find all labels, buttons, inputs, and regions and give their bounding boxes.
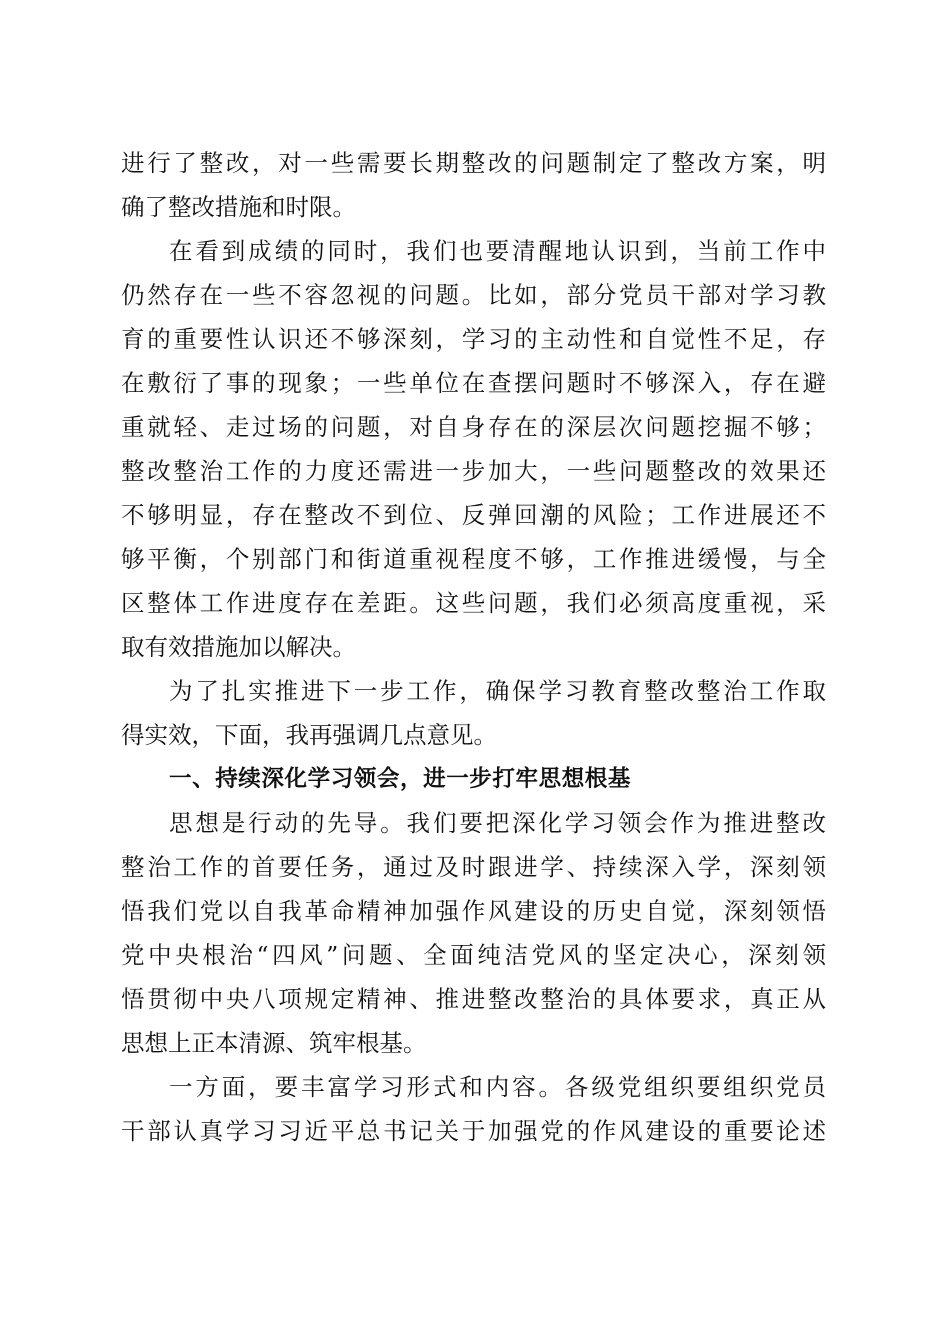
body-text-line: 够平衡，个别部门和街道重视程度不够，工作推进缓慢，与全 (121, 545, 826, 573)
body-text-line: 干部认真学习习近平总书记关于加强党的作风建设的重要论述 (121, 1117, 826, 1145)
body-text-line: 仍然存在一些不容忽视的问题。比如，部分党员干部对学习教 (121, 281, 826, 309)
body-text-line: 不够明显，存在整改不到位、反弹回潮的风险；工作进展还不 (121, 501, 826, 529)
body-text-line: 党中央根治“四风”问题、全面纯洁党风的坚定决心，深刻领 (121, 941, 826, 969)
paragraph-first-line: 为了扎实推进下一步工作，确保学习教育整改整治工作取 (169, 677, 826, 705)
body-text-line: 整改整治工作的力度还需进一步加大，一些问题整改的效果还 (121, 457, 826, 485)
body-text-line: 育的重要性认识还不够深刻，学习的主动性和自觉性不足，存 (121, 325, 826, 353)
paragraph-first-line: 在看到成绩的同时，我们也要清醒地认识到，当前工作中 (169, 237, 826, 265)
body-text-line: 悟我们党以自我革命精神加强作风建设的历史自觉，深刻领悟 (121, 897, 826, 925)
body-text-line: 在敷衍了事的现象；一些单位在查摆问题时不够深入，存在避 (121, 369, 826, 397)
body-text-line: 区整体工作进度存在差距。这些问题，我们必须高度重视，采 (121, 589, 826, 617)
body-text-line: 确了整改措施和时限。 (121, 193, 356, 221)
body-text-line: 整治工作的首要任务，通过及时跟进学、持续深入学，深刻领 (121, 853, 826, 881)
body-text-line: 重就轻、走过场的问题，对自身存在的深层次问题挖掘不够； (121, 413, 826, 441)
body-text-line: 悟贯彻中央八项规定精神、推进整改整治的具体要求，真正从 (121, 985, 826, 1013)
section-heading: 一、持续深化学习领会，进一步打牢思想根基 (169, 766, 632, 792)
paragraph-first-line: 一方面，要丰富学习形式和内容。各级党组织要组织党员 (169, 1073, 826, 1101)
body-text-line: 思想上正本清源、筑牢根基。 (121, 1029, 427, 1057)
paragraph-first-line: 思想是行动的先导。我们要把深化学习领会作为推进整改 (169, 809, 826, 837)
body-text-line: 进行了整改，对一些需要长期整改的问题制定了整改方案，明 (121, 149, 826, 177)
body-text-line: 取有效措施加以解决。 (121, 633, 356, 661)
body-text-line: 得实效，下面，我再强调几点意见。 (121, 721, 497, 749)
